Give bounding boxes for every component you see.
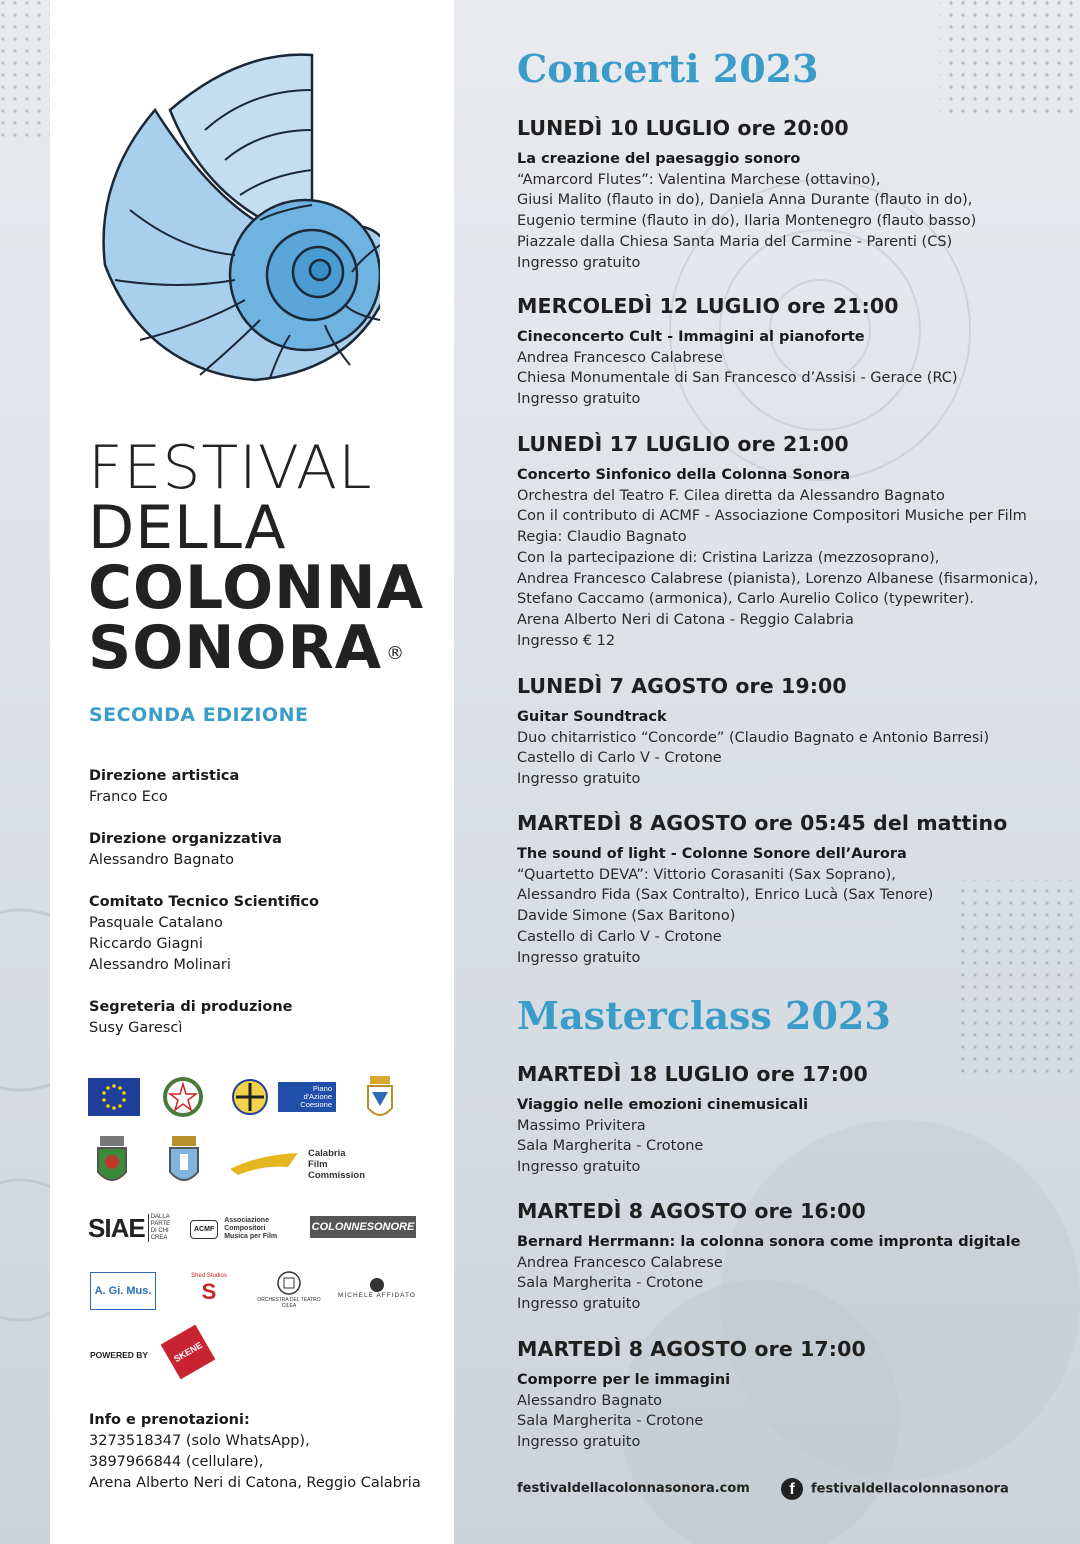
credit-name: Alessandro Bagnato [89,852,235,868]
logo-text: A. Gi. Mus. [94,1285,152,1297]
event-line: Andrea Francesco Calabrese (pianista), Lorenzo Albanese (fisarmonica), [517,570,1039,587]
eu-flag-logo [88,1078,140,1116]
event-date: MARTEDÌ 8 AGOSTO ore 17:00 [517,1337,866,1361]
masterclass-event [517,1199,1057,1315]
facebook-icon: f [781,1478,803,1500]
event-line: Orchestra del Teatro F. Cilea diretta da Alessandro Bagnato [517,487,945,504]
info-line: Arena Alberto Neri di Catona, Reggio Calabria [89,1475,421,1491]
credit-role: Direzione artistica [89,768,240,784]
masterclass-event [517,1062,1057,1178]
logo-badge [370,1278,384,1292]
concert-event [517,432,1057,651]
concerts-title: Concerti 2023 [517,46,819,91]
skene-logo: SKENE [161,1325,216,1380]
event-date: LUNEDÌ 7 AGOSTO ore 19:00 [517,674,847,698]
event-title: Bernard Herrmann: la colonna sonora come impronta digitale [517,1234,1021,1250]
event-date: MARTEDÌ 18 LUGLIO ore 17:00 [517,1062,868,1086]
event-date: LUNEDÌ 10 LUGLIO ore 20:00 [517,116,849,140]
event-title: The sound of light - Colonne Sonore dell’Aurora [517,846,907,862]
piano-azione-coesione-logo [278,1082,336,1112]
left-panel [50,0,454,1544]
title-line-sonora: SONORA ® [88,613,406,683]
credit-scientific-committee [89,892,439,976]
logo-text: d'Azione [303,1092,332,1101]
logo-text: ORCHESTRA DEL TEATRO CILEA [257,1297,321,1309]
event-line: Ingresso gratuito [517,391,641,408]
event-line: Sala Margherita - Crotone [517,1275,704,1292]
event-line: Ingresso gratuito [517,1434,641,1451]
credit-production-secretary [89,997,439,1039]
crotone-coat-of-arms [360,1072,400,1128]
event-title: La creazione del paesaggio sonoro [517,151,801,167]
logo-text: Compositori [224,1225,266,1232]
logo-text: Associazione [224,1217,269,1224]
logo-text: Piano [312,1084,332,1093]
calabria-film-commission-logo [228,1144,418,1184]
colonnesonore-logo [310,1216,416,1238]
concert-event [517,811,1057,968]
event-line: Andrea Francesco Calabrese [517,349,723,366]
event-date: LUNEDÌ 17 LUGLIO ore 21:00 [517,432,849,456]
michele-affidato-logo [332,1270,422,1306]
logo-text: CREA [150,1235,168,1241]
logo-text: Musica per Film [224,1233,278,1240]
masterclass-title: Masterclass 2023 [517,993,891,1038]
municipality-crest-2 [162,1132,206,1192]
event-line: Regia: Claudio Bagnato [517,529,687,546]
registered-mark: ® [386,643,406,664]
concert-event [517,116,1057,273]
credit-organizational-direction [89,829,439,871]
event-line: Arena Alberto Neri di Catona - Reggio Calabria [517,611,854,628]
logo-text: PARTE [150,1221,171,1227]
event-date: MARTEDÌ 8 AGOSTO ore 05:45 del mattino [517,811,1008,835]
agimus-logo [90,1272,156,1310]
siae-logo [88,1208,171,1248]
event-date: MERCOLEDÌ 12 LUGLIO ore 21:00 [517,294,899,318]
credit-name: Pasquale Catalano [89,915,223,931]
event-line: Ingresso gratuito [517,254,641,271]
municipality-crest-1 [90,1132,134,1192]
event-line: Ingresso gratuito [517,1159,641,1176]
event-line: Piazzale dalla Chiesa Santa Maria del Carmine - Parenti (CS) [517,233,953,250]
event-line: Duo chitarristico “Concorde” (Claudio Bagnato e Antonio Barresi) [517,729,990,746]
event-line: Ingresso gratuito [517,1296,641,1313]
logo-text: COLONNESONORE [311,1221,415,1233]
event-line: Chiesa Monumentale di San Francesco d’Assisi - Gerace (RC) [517,370,958,387]
event-title: Comporre per le immagini [517,1372,731,1388]
event-line: Castello di Carlo V - Crotone [517,750,722,767]
event-line: Giusi Malito (flauto in do), Daniela Anna Durante (flauto in do), [517,192,973,209]
event-title: Concerto Sinfonico della Colonna Sonora [517,467,850,483]
logo-text: Calabria [308,1147,346,1159]
logo-text: Commission [308,1169,366,1181]
siae-wordmark: SIAE [88,1212,145,1243]
title-line-colonna: COLONNA [88,553,425,623]
event-line: Ingresso gratuito [517,949,641,966]
logo-text: MICHELE AFFIDATO [338,1291,416,1299]
event-line: Andrea Francesco Calabrese [517,1254,723,1271]
logo-text: Film [308,1158,328,1170]
logo-text: DI CHI [150,1228,169,1234]
event-line: Alessandro Fida (Sax Contralto), Enrico Lucà (Sax Tenore) [517,887,934,904]
info-line: 3273518347 (solo WhatsApp), [89,1433,310,1449]
shed-studios-logo [184,1266,234,1312]
logo-text: Coesione [300,1100,332,1109]
event-line: Eugenio termine (flauto in do), Ilaria Montenegro (flauto basso) [517,213,977,230]
event-date: MARTEDÌ 8 AGOSTO ore 16:00 [517,1199,866,1223]
sponsor-logos [88,1072,428,1382]
event-title: Viaggio nelle emozioni cinemusicali [517,1097,809,1113]
credit-role: Direzione organizzativa [89,831,282,847]
credit-artistic-direction [89,766,439,808]
event-line: Con la partecipazione di: Cristina Larizza (mezzosoprano), [517,549,940,566]
edition-label: SECONDA EDIZIONE [89,704,309,726]
event-line: “Quartetto DEVA”: Vittorio Corasaniti (Sax Soprano), [517,866,896,883]
calabria-region-logo [230,1078,270,1116]
event-line: Sala Margherita - Crotone [517,1138,704,1155]
acmf-wordmark: ACMF [190,1220,218,1239]
credit-role: Comitato Tecnico Scientifico [89,894,320,910]
credit-name: Franco Eco [89,789,168,805]
nautilus-shell-logo [90,50,380,400]
facebook-link[interactable] [781,1478,1009,1500]
event-line: Ingresso gratuito [517,771,641,788]
credits-list [89,766,439,1060]
logo-text: Shed Studios [191,1273,227,1279]
info-title: Info e prenotazioni: [89,1412,250,1428]
event-line: Con il contributo di ACMF - Associazione Compositori Musiche per Film [517,508,1027,525]
event-line: Alessandro Bagnato [517,1392,663,1409]
concert-event [517,674,1057,790]
info-booking [89,1410,449,1494]
info-line: 3897966844 (cellulare), [89,1454,264,1470]
facebook-handle: festivaldellacolonnasonora [811,1481,1009,1497]
event-line: Stefano Caccamo (armonica), Carlo Aurelio Colico (typewriter). [517,591,975,608]
credit-role: Segreteria di produzione [89,999,293,1015]
masterclass-event [517,1337,1057,1453]
website-link[interactable]: festivaldellacolonnasonora.com [517,1481,750,1496]
event-line: Sala Margherita - Crotone [517,1413,704,1430]
title-line-festival: FESTIVAL [88,433,373,503]
title-line-della: DELLA [88,493,287,563]
credit-name: Susy Garescì [89,1020,183,1036]
credit-name: Riccardo Giagni [89,936,203,952]
event-line: “Amarcord Flutes”: Valentina Marchese (ottavino), [517,171,881,188]
powered-by-label: POWERED BY [90,1350,149,1360]
credit-name: Alessandro Molinari [89,957,231,973]
italian-republic-emblem [162,1076,204,1118]
festival-title [88,433,425,683]
acmf-logo [190,1212,300,1246]
event-line: Ingresso € 12 [517,632,616,649]
orchestra-teatro-cilea-logo [254,1264,324,1314]
event-line: Davide Simone (Sax Baritono) [517,908,736,925]
concert-event [517,294,1057,410]
logo-text: DALLA [150,1214,170,1220]
right-panel [517,0,1057,1544]
event-title: Cineconcerto Cult - Immagini al pianoforte [517,329,865,345]
event-title: Guitar Soundtrack [517,709,667,725]
event-line: Castello di Carlo V - Crotone [517,928,722,945]
event-line: Massimo Privitera [517,1117,646,1134]
s-glyph: S [201,1279,217,1304]
